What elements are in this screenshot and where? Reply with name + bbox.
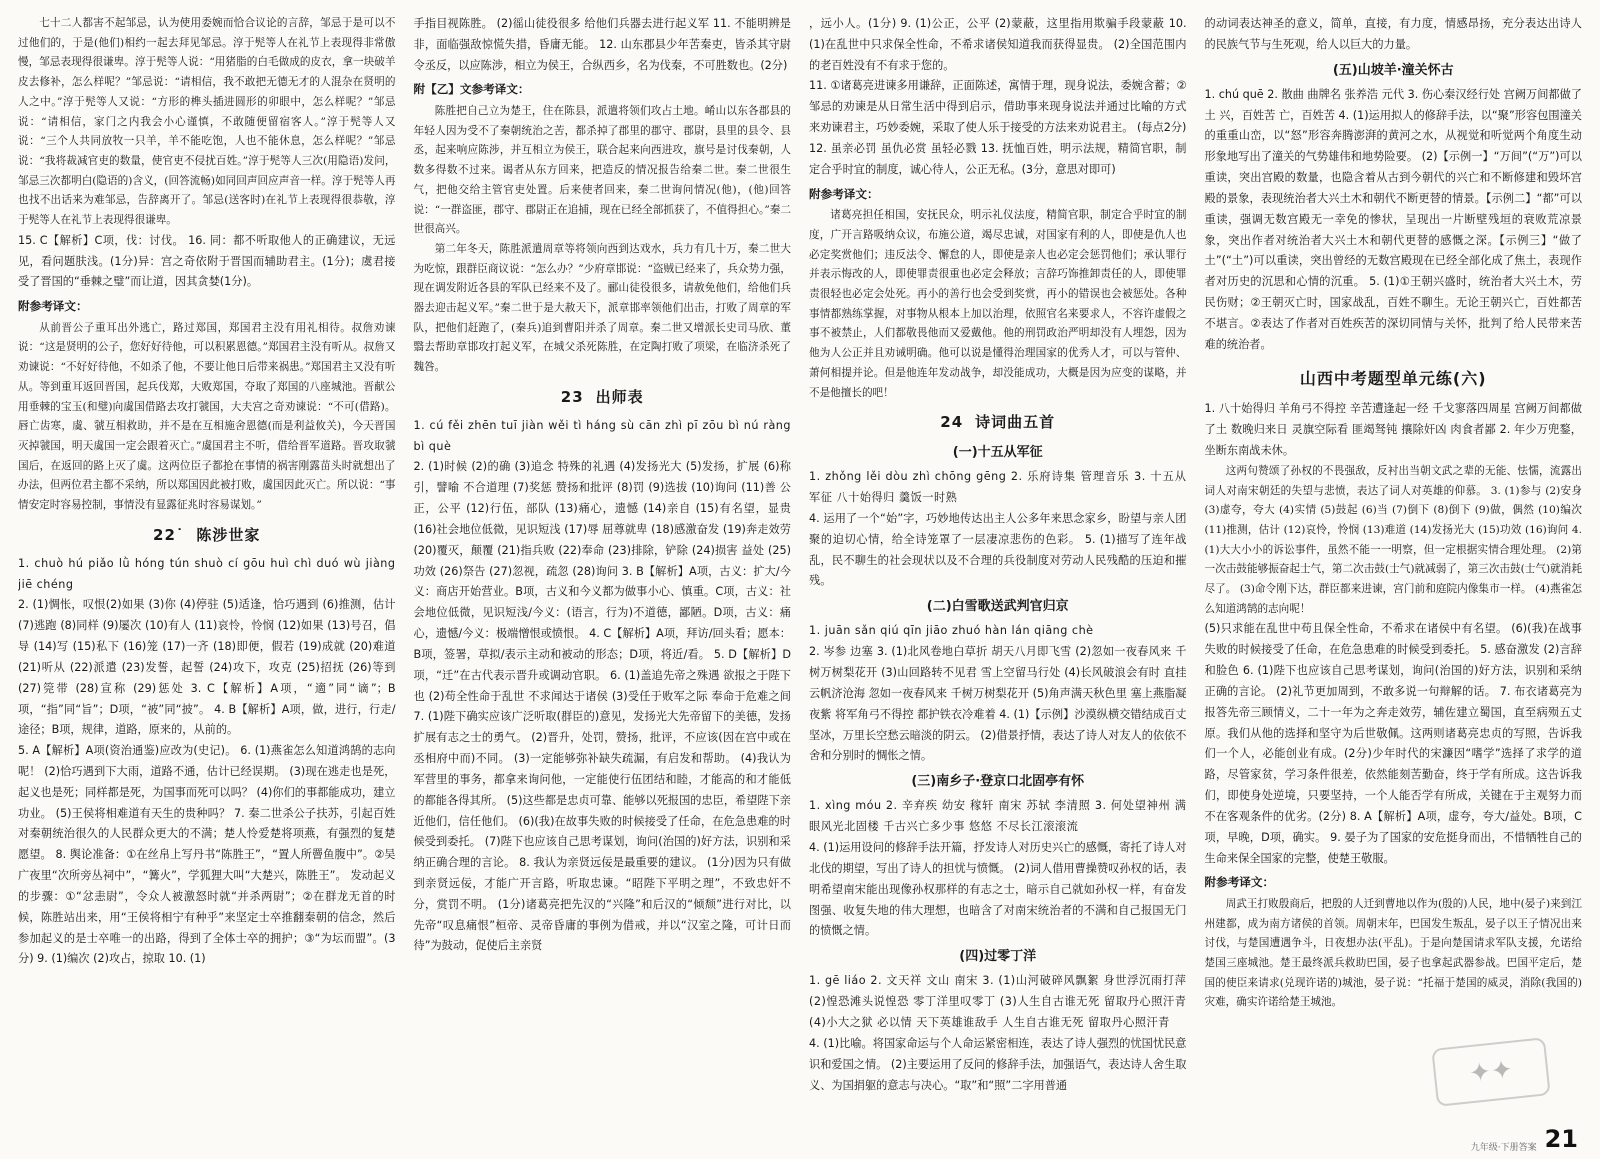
pinyin-line: 1. juān sǎn qiú qīn jiāo zhuó hàn lán qiāng chè <box>809 624 1094 638</box>
reference-heading: 附参考译文： <box>1204 875 1275 890</box>
column-2 <box>414 14 792 1123</box>
answer-paragraph: 1. 八十始得归 羊角弓不得控 辛苦遭逢起一经 千戈寥落四周星 宫阙万间都做了土 数晚归来日 灵旗空际看 匪竭驽钝 攘除奸凶 肉食者鄙 2. 年少万兜鍪，坐断东南战未休。 <box>1204 402 1582 457</box>
section-name: 出师表 <box>595 387 644 406</box>
subsection-title: (四)过零丁洋 <box>959 949 1037 965</box>
section-number: 22˙ <box>153 525 185 544</box>
unit-practice-title: 山西中考题型单元练(六) <box>1299 368 1487 388</box>
subsection-title: (五)山坡羊·潼关怀古 <box>1332 62 1454 78</box>
reference-heading: 附【乙】文参考译文： <box>413 82 530 97</box>
translation-paragraph: 七十二人都害不起邹忌，认为使用委婉而恰合议论的言辞，邹忌于是可以不过他们的，于是(他们)相约一起去拜见邹忌。淳于髡等人在礼节上表现得非常傲慢，邹忌表现得很谦卑。淳于髡等人说：“用猪脂的白毛做成的皮衣，拿一块破羊皮去修补，怎么样呢？”邹忌说：“请相信，我不敢把无德无才的人混杂在贤明的人之中。”淳于髡等人又说：“方形的榫头插进圆形的卯眼中，怎么样呢？”邹忌说：“请相信，家门之内我会小心谨慎，不敢随便留宿客人。”淳于髡等人又说：“三个人共同放牧一只羊，羊不能吃饱，人也不能休息，怎么样呢？”邹忌说：“我将裁减官吏的数量，使官吏不侵扰百姓。”淳于髡等人三次(用隐语)发问，邹忌三次都明白(隐语的)含义，(回答流畅)如同回声回应声音一样。淳于髡等人再也找不出话来为难邹忌，告辞离开了。邹忌(送客时)在礼节上表现得很恭敬，淳于髡等人在礼节上表现得很谦卑。 <box>18 17 396 227</box>
pinyin-line: 1. xìng móu 2. 辛弃疾 幼安 稼轩 南宋 苏轼 李清照 3. 何处望神州 满眼风光北固楼 千古兴亡多少事 悠悠 不尽长江滚滚流 <box>809 799 1187 834</box>
pinyin-line: 1. gē liáo 2. 文天祥 文山 南宋 3. (1)山河破碎风飘絮 身世浮沉雨打萍 (2)惶恐滩头说惶恐 零丁洋里叹零丁 (3)人生自古谁无死 留取丹心照汗青 (4)小大之狱 必以情 天下英雄谁敌手 人生自古谁无死 留取丹心照汗青 <box>809 974 1187 1030</box>
answer-paragraph: 这两句赞颂了孙权的不畏强敌，反衬出当朝文武之辈的无能、怯懦，流露出词人对南宋朝廷的失望与悲愤，表达了词人对英雄的仰慕。 3. (1)参与 (2)安身 (3)虚夸，夸大 (4)实情 (5)鼓起 (6)当 (7)倒下 (8)倒下 (9)做，偶然 (10)编次 (11)推测，估计 (12)哀怜，怜悯 (13)难道 (14)发扬光大 (15)功效 (16)询问 4. (1)大大小小的诉讼事件，虽然不能一一明察，但一定根据实情合理处理。 (2)第一次击鼓能够振奋起士气，第二次击鼓(士气)就减弱了，第三次击鼓(士气)就消耗尽了。 (3)命令刚下达，群臣都来进谏，宫门前和庭院内像集市一样。 (4)燕雀怎么知道鸿鹄的志向呢！ <box>1204 464 1582 615</box>
section-title <box>809 409 1187 437</box>
pinyin-line: 1. cú fěi zhēn tuī jiàn wěi tì háng sù cān zhì pī zōu bì nú ràng bì què <box>413 418 791 453</box>
translation-paragraph: 诸葛亮担任相国，安抚民众，明示礼仪法度，精简官职，制定合乎时宜的制度，广开言路吸纳众议，布施公道，竭尽忠诚，对国家有利的人，即使是仇人也必定奖赏他们；违反法令、懈怠的人，即使是亲人也必定会惩罚他们；承认罪行并表示悔改的人，即使罪责很重也必定会释放；言辞巧饰推卸责任的人，即使罪责很轻也必定会处死。再小的善行也会受到奖赏，再小的错误也会被惩处。各种事情都熟练掌握，对事物从根本上加以治理，依照官名来要求人，不容许虚假之事不被禁止，人们都敬畏他而又爱戴他。他的刑罚政治严明却没有人埋怨，因为他为人公正并且劝诫明确。他可以说是懂得治理国家的优秀人才，可以与管仲、萧何相提并论。但是他连年发动战争，却没能成功，大概是因为应变的谋略，并不是他擅长的吧！ <box>809 209 1187 399</box>
answer-paragraph: 2. (1)时候 (2)的确 (3)追念 特殊的礼遇 (4)发扬光大 (5)发扬，扩展 (6)称引，譬喻 不合道理 (7)奖惩 赞扬和批评 (8)罚 (9)选拔 (10)询问 (11)善 公正，公平 (12)行伍，部队 (13)痛心，遗憾 (14)亲自 (15)有名望，显贵 (16)社会地位低微，见识短浅 (17)辱 屈尊就卑 (18)感激奋发 (19)奔走效劳 (20)覆灭，颠覆 (21)指兵败 (22)奉命 (23)排除，铲除 (24)损害 益处 (25)功效 (26)祭告 (27)忽视，疏忽 (28)询问 3. B【解析】A项，古义：扩大/今义：商店开始营业。B项，古义和今义都为做事小心、慎重。C项，古义：社会地位低微，见识短浅/今义：(语言，行为)不道德，鄙陋。D项，古义：痛心，遗憾/今义：极端憎恨或愤恨。 4. C【解析】A项，拜访/回头看；愿本：B项，签署，草拟/表示主动和被动的形态；D项，将近/看。 5. D【解析】D项，“迁”在古代表示晋升或调动官职。 6. (1)盖追先帝之殊遇 欲报之于陛下也 (2)苟全性命于乱世 不求闻达于诸侯 (3)受任于败军之际 奉命于危难之间 7. (1)陛下确实应该广泛听取(群臣的)意见，发扬光大先帝留下的美德，发扬扩展有志之士的勇气。 (2)晋升，处罚，赞扬，批评，不应该(因在宫中或在丞相府中而)不同。 (3)一定能够弥补缺失疏漏，有启发和帮助。 (4)我认为军营里的事务，都拿来询问他，一定能使行伍团结和睦，才能高的和才能低的都能各得其所。 (5)这些都是忠贞可靠、能够以死报国的忠臣，希望陛下亲近他们，信任他们。 (6)(我)在故事失败的时候接受了任命，在危急患难的时候受到委托。 (7)陛下也应该自己思考谋划，询问(治国的)好方法，识别和采纳正确合理的言论。 8. 我认为亲贤远佞是最重要的建议。 (1分)因为只有做到亲贤远佞，才能广开言路，听取忠谏。“昭陛下平明之理”，不致忠奸不分，赏罚不明。 (1分)诸葛亮把先汉的“兴隆”和后汉的“倾颓”进行对比，以先帝“叹息痛恨”桓帝、灵帝昏庸的事例为借戒，并以“汉室之隆，可计日而待”为鼓动，促使后主亲贤 <box>413 460 791 953</box>
column-3 <box>809 14 1187 1123</box>
page-footer <box>1471 1125 1578 1153</box>
answer-paragraph: 的动词表达神圣的意义，简单，直接，有力度，情感昂扬，充分表达出诗人的民族气节与生死观，给人以巨大的力量。 <box>1204 17 1582 51</box>
answer-paragraph: 2. 岑参 边塞 3. (1)北风卷地白草折 胡天八月即飞雪 (2)忽如一夜春风来 千树万树梨花开 (3)山回路转不见君 雪上空留马行处 (4)长风破浪会有时 直挂云帆济沧海 忽如一夜春风来 千树万树梨花开 (5)角声满天秋色里 塞上燕脂凝夜紫 将军角弓不得控 都护铁衣冷难着 4. (1)【示例】沙漠纵横交错结成百丈坚冰，万里长空愁云暗淡的阴云。 (2)借景抒情，表达了诗人对友人的依依不舍和分别时的惆怅之情。 <box>809 645 1187 763</box>
answer-paragraph: 2. (1)惆怅，叹恨(2)如果 (3)你 (4)停驻 (5)适逢，恰巧遇到 (6)推测，估计 (7)逃跑 (8)同样 (9)屡次 (10)有人 (11)哀怜，怜悯 (12)如果 (13)号召，倡导 (14)写 (15)私下 (16)笼 (17)一齐 (18)即便，假若 (19)成就 (20)难道 (21)听从 (22)派遣 (23)发誓，起誓 (24)攻下，攻克 (25)招抚 (26)等到 (27)筦带 (28)宣称 (29)惩处 3. C【解析】A项，“適”同“谪”；B项，“指”同“旨”；D项，“被”同“披”。 4. B【解析】A项，做，进行，行走/途径；B项，规律，道路，原来的，从前的。 <box>18 598 396 737</box>
subsection-title: (三)南乡子·登京口北固亭有怀 <box>911 774 1085 790</box>
translation-paragraph: 周武王打败殷商后，把殷的人迁到曹地以作为(殷的)人民，地中(晏子)来到江州建都，成为南方诸侯的首领。周朝末年，巴国发生叛乱，晏子以王子情况出来讨伐，与楚国遭遇争斗，日夜想办法(平乱)。于是向楚国请求军队支援，允诺给楚国三座城池。楚王最终派兵救助巴国，晏子也拿起武器参战。巴国平定后，楚国的使臣来请求(兑现许诺的)城池，晏子说：“托福于楚国的威灵，消除(我国的)灾难，确实许诺给楚王城池。 <box>1204 897 1582 1009</box>
subsection-title: (一)十五从军征 <box>952 445 1043 461</box>
answer-paragraph: 4. (1)运用设问的修辞手法开篇，抒发诗人对历史兴亡的感慨，寄托了诗人对北伐的期望，写出了诗人的担忧与愤慨。 (2)词人借用曹操赞叹孙权的话，表明希望南宋能出现像孙权那样的有志之士，暗示自己就如孙权一样，有奋发图强、收复失地的伟大理想，也暗含了对南宋统治者的不满和自己报国无门的愤慨之情。 <box>809 841 1187 938</box>
section-title <box>18 522 396 550</box>
answer-paragraph: ，远小人。(1分) 9. (1)公正，公平 (2)蒙蔽，这里指用欺骗手段蒙蔽 10. (1)在乱世中只求保全性命，不希求诸侯知道我而获得显贵。 (2)全国范围内的老百姓没有不有求于您的。 <box>809 17 1187 72</box>
answer-paragraph: 15. C【解析】C项，伐：讨伐。 16. 同：都不听取他人的正确建议，无远见，看问题肤浅。(1分)异：宫之奇依附于晋国而辅助君主。(1分)；虞君接受了晋国的“垂棘之璧”而让道，因其贪婪(1分)。 <box>18 233 396 289</box>
section-name: 诗词曲五首 <box>975 413 1056 432</box>
answer-paragraph: 手指目视陈胜。 (2)徭山徒役很多 给他们兵器去进行起义军 11. 不能明辨是非，面临强敌惊慌失措，昏庸无能。 12. 山东郡县少年苦秦吏，皆杀其守尉令丞反，以应陈涉，相立为侯王，合纵西乡，名为伐秦，不可胜数也。(2分) <box>413 17 791 72</box>
answer-paragraph: 4. (1)比喻。将国家命运与个人命运紧密相连，表达了诗人强烈的忧国忧民意识和爱国之情。 (2)主要运用了反问的修辞手法，加强语气，表达诗人舍生取义、为国捐躯的意志与决心。“取”和“照”二字用普通 <box>809 1036 1187 1092</box>
answer-paragraph: (5)只求能在乱世中苟且保全性命，不希求在诸侯中有名望。 (6)(我)在战事失败的时候接受了任命，在危急患难的时候受到委托。 5. 感奋激发 (2)言辞和脸色 6. (1)陛下也应该自己思考谋划，询问(治国的)好方法，识别和采纳正确的言论。 (2)礼节更加周到，不敢多说一句辩解的话。 7. 布衣诸葛亮为报答先帝三顾情义，二十一年为之奔走效劳，辅佐建立蜀国，直至病殒五丈原。我们从他的选择和坚守为后世敬佩。这两则诸葛亮忠贞的写照，告诉我们一个人，必能创业有成。(2分)少年时代的宋濂因“嗜学”选择了求学的道路，尽管家贫，学习条件很差，依然能刻苦勤奋，终于学有所成。这告诉我们，即使身处逆境，只要坚持，一个人能否学有所成，关键在于主观努力而不在客观条件的优劣。(2分) 8. A【解析】A项，虚夸，夸大/益处。B项，C项，早晚，D项，确实。 9. 晏子为了国家的安危挺身而出，不惜牺牲自己的生命来保全国家的完整，使楚王敬服。 <box>1204 622 1582 865</box>
answer-paragraph: 12. 虽亲必罚 虽仇必赏 虽轻必戮 13. 抚恤百姓，明示法规，精简官职，制定合乎时宜的制度，诚心待人，公正无私。(3分，意思对即可) <box>809 141 1187 176</box>
reference-heading: 附参考译文： <box>809 186 879 201</box>
section-number: 23 <box>560 387 584 406</box>
footer-tag: 九年级·下册答案 <box>1470 1143 1537 1153</box>
answer-paragraph: 11. ①诸葛亮进谏多用谦辞，正面陈述，寓情于理，现身说法，委婉含蓄；②邹忌的劝谏是从日常生活中得到启示，借助事来现身说法并通过比喻的方式来劝谏君主，巧妙委婉，采取了使人乐于接受的方法来劝说君主。 (每点2分) <box>809 79 1187 135</box>
pinyin-line: 1. zhǒng lěi dòu zhì chōng gēng 2. 乐府诗集 管理音乐 3. 十五从军征 八十始得归 羹饭一时熟 <box>809 470 1187 505</box>
column-1 <box>18 14 396 1123</box>
translation-paragraph: 第二年冬天，陈胜派遣周章等将领向西到达戏水，兵力有几十万，秦二世大为吃惊，跟群臣商议说：“怎么办？”少府章邯说：“盗贼已经来了，兵众势力强，现在调发附近各县的军队已经来不及了。郦山徒役很多，请赦免他们，给他们兵器去迎击起义军。”秦二世于是大赦天下，派章邯率领他们出击，打败了周章的军队，把他们赶跑了，(秦兵)追到曹阳并杀了周章。秦二世又增派长史司马欣、董翳去帮助章邯攻打起义军，在城父杀死陈胜，在定陶打败了项梁，在临济杀死了魏咎。 <box>413 242 791 374</box>
page-number: 21 <box>1544 1125 1578 1153</box>
pinyin-line: 1. chuò hú piǎo lǜ hóng tún shuò cí gōu huì chì duó wù jiàng jiē chéng <box>18 556 396 591</box>
column-4 <box>1205 14 1583 1123</box>
answer-paragraph: 5. A【解析】A项(资治通鉴)应改为(史记)。 6. (1)燕雀怎么知道鸿鹄的志向呢！ (2)恰巧遇到下大雨，道路不通，估计已经误期。 (3)现在逃走也是死，起义也是死；同样都是死，为国事而死可以吗？ (4)你们的事都能成功，建立功业。 (5)王侯将相难道有天生的贵种吗？ 7. 秦二世杀公子扶苏，引起百姓对秦朝统治很久的人民群众更大的不满；楚人怜爱楚将项燕，有强烈的复楚愿望。 8. 舆论准备：①在丝帛上写丹书“陈胜王”，“置人所罾鱼腹中”。②吴广夜里“次所旁丛祠中”，“篝火”，学狐狸大叫“大楚兴，陈胜王”。 发动起义的步骤：①“忿恚尉”，令众人被激怒时就“并杀两尉”；②在群龙无首的时候，陈胜站出来，用“王侯将相宁有种乎”来坚定士卒推翻秦朝的信念，然后参加起义的是士卒唯一的出路，得到了全体士卒的拥护；③“为坛而盟”。(3分) 9. (1)编次 (2)攻占，掠取 10. (1) <box>18 744 396 966</box>
reference-heading: 附参考译文： <box>18 299 88 314</box>
translation-paragraph: 从前晋公子重耳出外逃亡，路过郑国，郑国君主没有用礼相待。叔詹劝谏说：“这是贤明的公子，您好好待他，可以积累恩德。”郑国君主没有听从。叔詹又劝谏说：“不好好待他，不如杀了他，不要让他日后带来祸患。”郑国君主又没有听从。等到重耳返回晋国，起兵伐郑，大败郑国，夺取了郑国的八座城池。晋献公用垂棘的宝玉(和璧)向虞国借路去攻打虢国，大夫宫之奇劝谏说：“不可(借路)。唇亡齿寒，虞、虢互相救助，并不是在互相施舍恩德(而是利益攸关)，今天晋国灭掉虢国，明天虞国一定会跟着灭亡。”虞国君主不听，借给晋军道路。晋攻取虢国后，在返回的路上灭了虞。这两位臣子都抢在事情的祸害刚露苗头时就想出了办法，但两位君主都不采纳，所以郑国因此被打败，虞国因此灭亡。所以说：“事情安定时容易控制，事情没有显露征兆时容易谋划。” <box>18 321 396 512</box>
answer-paragraph: 4. 运用了一个“始”字，巧妙地传达出主人公多年来思念家乡，盼望与亲人团聚的迫切心情，给全诗笼罩了一层凄凉悲伤的色彩。 5. (1)描写了连年战乱，民不聊生的社会现状以及不合理的兵役制度对劳动人民残酷的压迫和摧残。 <box>809 511 1187 588</box>
answer-paragraph: 1. chú quē 2. 散曲 曲牌名 张养浩 元代 3. 伤心秦汉经行处 宫阙万间都做了土 兴，百姓苦 亡，百姓苦 4. (1)运用拟人的修辞手法，以“聚”形容包围潼关的重重山峦，以“怒”形容奔腾澎湃的黄河之水，从视觉和听觉两个角度生动形象地写出了潼关的气势雄伟和地势险要。 (2)【示例一】“万间”(“万”)可以重读，突出宫殿的数量，也隐含着从古到今朝代的兴亡和不断修建和毁坏宫殿的景象，表现统治者大兴土木和朝代不断更替的情景。【示例二】“都”可以重读，强调无数宫殿无一幸免的惨状，呈现出一片断壁残垣的衰败荒凉景象，突出作者对统治者大兴土木和朝代更替的感慨之深。【示例三】“做了土”(“土”)可以重读，突出曾经的无数宫殿现在已经全部化成了焦土，表现作者对历史的沉思和心情的沉重。 5. (1)①王朝兴盛时，统治者大兴土木，劳民伤财；②王朝灭亡时，国家战乱，百姓不聊生。无论王朝兴亡，百姓都苦不堪言。②表达了作者对百姓疾苦的深切同情与关怀，批判了给人民带来苦难的统治者。 <box>1204 87 1582 351</box>
text-columns <box>18 14 1582 1123</box>
watermark-stamp-icon: ✦✦ <box>1431 1037 1550 1107</box>
section-title <box>414 384 792 412</box>
subsection-title: (二)白雪歌送武判官归京 <box>926 599 1069 615</box>
section-name: 陈涉世家 <box>196 525 261 544</box>
translation-paragraph: 陈胜把自己立为楚王，住在陈县，派遣将领们攻占土地。崤山以东各郡县的年轻人因为受不了秦朝统治之苦，都杀掉了郡里的郡守、郡尉，县里的县令、县丞，起来响应陈涉，并互相立为侯王，联合起来向西进攻，旗号是讨伐秦朝，人数多得数不过来。谒者从东方回来，把造反的情况报告给秦二世。秦二世很生气，把他交给主管官吏处置。后来使者回来，秦二世询问情况(他)，(他)回答说：“一群盗匪，郡守、郡尉正在追捕，现在已经全部抓获了，不值得担心。”秦二世很高兴。 <box>413 105 791 236</box>
section-number: 24 <box>940 413 964 432</box>
